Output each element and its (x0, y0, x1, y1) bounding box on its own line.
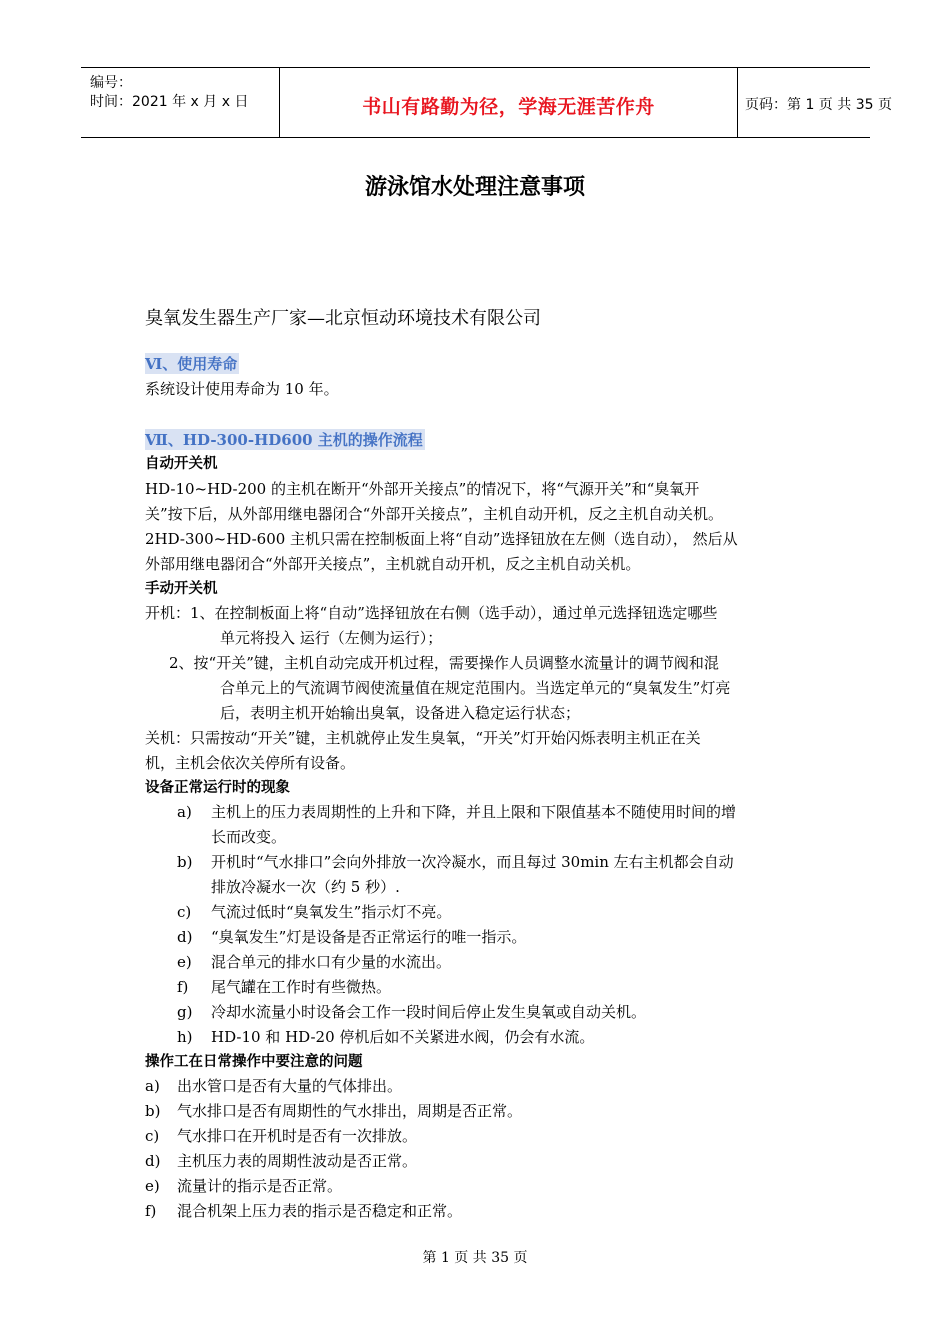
header-right-cell (737, 68, 892, 137)
list-text: 混合机架上压力表的指示是否稳定和正常。 (177, 1202, 463, 1220)
list-text: 气流过低时“臭氧发生”指示灯不亮。 (211, 903, 452, 921)
subheading-auto: 自动开关机 (145, 456, 218, 472)
list-marker: c) (177, 903, 192, 921)
doc-time-label: 时间：2021 年 x 月 x 日 (90, 94, 249, 110)
list-marker: d) (145, 1152, 161, 1170)
page-footer: 第 1 页 共 35 页 (422, 1250, 528, 1266)
manual-line: 机，主机会依次关停所有设备。 (145, 754, 356, 772)
auto-line: 关”按下后，从外部用继电器闭合“外部开关接点”，主机自动开机，反之主机自动关机。 (145, 505, 724, 523)
list-text: “臭氧发生”灯是设备是否正常运行的唯一指示。 (211, 928, 527, 946)
list-text: HD-10 和 HD-20 停机后如不关紧进水阀，仍会有水流。 (211, 1028, 595, 1046)
header-motto-cell (279, 68, 738, 137)
list-text: 主机上的压力表周期性的上升和下降，并且上限和下限值基本不随使用时间的增 (211, 803, 737, 821)
list-text: 流量计的指示是否正常。 (177, 1177, 343, 1195)
manual-line: 关机：只需按动“开关”键，主机就停止发生臭氧，“开关”灯开始闪烁表明主机正在关 (145, 729, 701, 747)
list-text: 开机时“气水排口”会向外排放一次冷凝水，而且每过 30min 左右主机都会自动 (211, 853, 734, 871)
list-text: 尾气罐在工作时有些微热。 (211, 978, 392, 996)
list-text: 气水排口是否有周期性的气水排出，周期是否正常。 (177, 1102, 523, 1120)
list-marker: g) (177, 1003, 193, 1021)
list-marker: f) (177, 978, 189, 996)
list-marker: h) (177, 1028, 193, 1046)
list-text: 主机压力表的周期性波动是否正常。 (177, 1152, 418, 1170)
list-marker: f) (145, 1202, 157, 1220)
subheading-daily: 操作工在日常操作中要注意的问题 (145, 1054, 363, 1070)
document-title: 游泳馆水处理注意事项 (364, 175, 585, 200)
company-line: 臭氧发生器生产厂家—北京恒动环境技术有限公司 (145, 308, 541, 329)
list-text: 冷却水流量小时设备会工作一段时间后停止发生臭氧或自动关机。 (211, 1003, 647, 1021)
manual-line: 合单元上的气流调节阀使流量值在规定范围内。当选定单元的“臭氧发生”灯亮 (220, 679, 731, 697)
list-marker: b) (177, 853, 193, 871)
header-left-cell (81, 68, 279, 137)
list-marker: d) (177, 928, 193, 946)
doc-number-label: 编号： (90, 75, 132, 91)
list-marker: b) (145, 1102, 161, 1120)
list-text: 气水排口在开机时是否有一次排放。 (177, 1127, 418, 1145)
list-marker: c) (145, 1127, 160, 1145)
subheading-normal: 设备正常运行时的现象 (145, 780, 290, 796)
list-marker: e) (145, 1177, 160, 1195)
manual-line: 2、按“开关”键，主机自动完成开机过程，需要操作人员调整水流量计的调节阀和混 (169, 654, 719, 672)
list-marker: a) (177, 803, 192, 821)
list-text: 排放冷凝水一次（约 5 秒）. (211, 878, 400, 896)
manual-line: 开机：1、在控制板面上将“自动”选择钮放在右侧（选手动），通过单元选择钮选定哪些 (145, 604, 718, 622)
section-heading-operation: Ⅶ、HD-300-HD600 主机的操作流程 (145, 431, 423, 449)
page-header (81, 67, 892, 138)
list-text: 出水管口是否有大量的气体排出。 (177, 1077, 403, 1095)
subheading-manual: 手动开关机 (145, 581, 218, 597)
section-heading-lifespan: Ⅵ、使用寿命 (145, 355, 238, 373)
auto-line: HD-10~HD-200 的主机在断开“外部开关接点”的情况下，将“气源开关”和“臭氧开 (145, 480, 700, 498)
list-text: 长而改变。 (211, 828, 287, 846)
auto-line: 外部用继电器闭合“外部开关接点”，主机就自动开机，反之主机自动关机。 (145, 555, 641, 573)
list-marker: a) (145, 1077, 160, 1095)
list-text: 混合单元的排水口有少量的水流出。 (211, 953, 452, 971)
manual-line: 单元将投入 运行（左侧为运行）； (220, 629, 443, 647)
auto-line: 2HD-300~HD-600 主机只需在控制板面上将“自动”选择钮放在左侧（选自动）， 然后从 (145, 530, 738, 548)
motto-text: 书山有路勤为径，学海无涯苦作舟 (362, 96, 655, 118)
lifespan-text: 系统设计使用寿命为 10 年。 (145, 380, 339, 398)
list-marker: e) (177, 953, 192, 971)
page-count-label: 页码：第 1 页 共 35 页 (745, 97, 892, 113)
manual-line: 后，表明主机开始输出臭氧，设备进入稳定运行状态； (220, 704, 581, 722)
